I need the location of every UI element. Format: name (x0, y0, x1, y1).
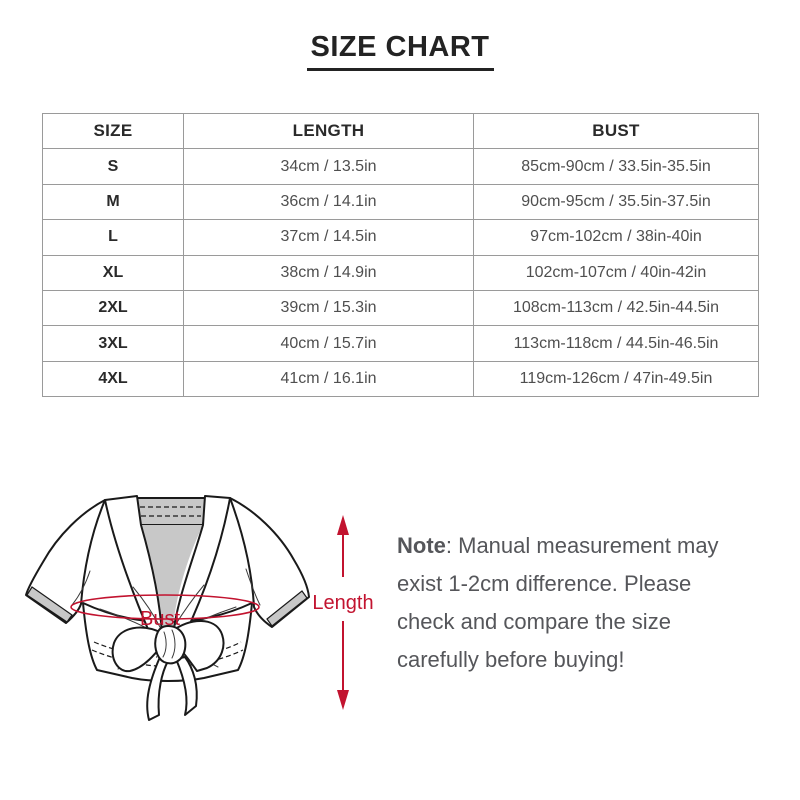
bust-cell: 108cm-113cm / 42.5in-44.5in (474, 290, 759, 325)
length-cell: 36cm / 14.1in (184, 184, 474, 219)
garment-measurement-diagram (10, 465, 390, 775)
size-cell: 2XL (43, 290, 184, 325)
table-row (43, 255, 759, 290)
length-cell: 40cm / 15.7in (184, 326, 474, 361)
bust-cell: 90cm-95cm / 35.5in-37.5in (474, 184, 759, 219)
length-cell: 39cm / 15.3in (184, 290, 474, 325)
bow-knot (155, 626, 185, 663)
length-cell: 38cm / 14.9in (184, 255, 474, 290)
table-row (43, 149, 759, 184)
length-arrow-head-bottom (337, 690, 349, 710)
bust-cell: 85cm-90cm / 33.5in-35.5in (474, 149, 759, 184)
table-row (43, 290, 759, 325)
note-line: exist 1-2cm difference. Please (397, 571, 692, 596)
header-bust: BUST (474, 114, 759, 149)
note-label: Note (397, 533, 446, 558)
note-line: check and compare the size (397, 609, 671, 634)
bust-cell: 119cm-126cm / 47in-49.5in (474, 361, 759, 396)
measurement-note (397, 527, 747, 679)
length-cell: 37cm / 14.5in (184, 220, 474, 255)
left-sleeve (26, 500, 105, 623)
bust-cell: 102cm-107cm / 40in-42in (474, 255, 759, 290)
table-row (43, 361, 759, 396)
size-cell: XL (43, 255, 184, 290)
collar-band (135, 498, 207, 525)
table-row (43, 184, 759, 219)
table-header-row (43, 114, 759, 149)
length-label: Length (312, 592, 374, 614)
header-length: LENGTH (184, 114, 474, 149)
size-chart-table (42, 113, 759, 397)
page-title-text: SIZE CHART (307, 32, 494, 71)
size-cell: 3XL (43, 326, 184, 361)
header-size: SIZE (43, 114, 184, 149)
table-row (43, 326, 759, 361)
size-cell: S (43, 149, 184, 184)
crop-top-illustration (10, 465, 390, 775)
page-title (0, 27, 800, 71)
size-cell: 4XL (43, 361, 184, 396)
note-text: : Manual measurement may (445, 533, 719, 558)
note-line (397, 527, 747, 565)
size-cell: L (43, 220, 184, 255)
length-cell: 34cm / 13.5in (184, 149, 474, 184)
note-line: carefully before buying! (397, 647, 625, 672)
bust-label: Bust (139, 608, 181, 630)
bust-cell: 113cm-118cm / 44.5in-46.5in (474, 326, 759, 361)
table-row (43, 220, 759, 255)
length-arrow-head-top (337, 515, 349, 535)
bust-cell: 97cm-102cm / 38in-40in (474, 220, 759, 255)
size-cell: M (43, 184, 184, 219)
length-cell: 41cm / 16.1in (184, 361, 474, 396)
